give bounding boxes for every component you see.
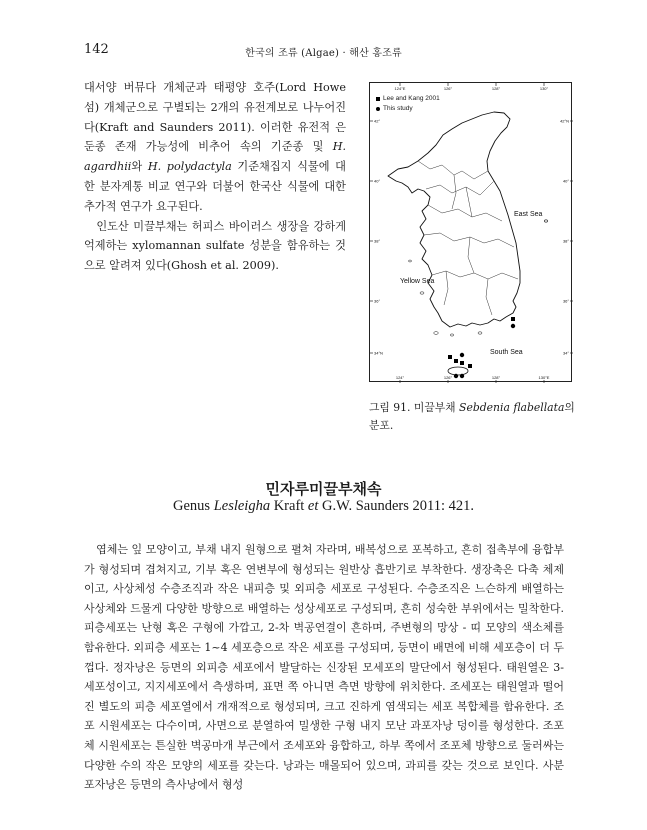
- page-number: 142: [84, 42, 109, 57]
- circle-symbol-icon: [376, 107, 380, 111]
- top-lon-label: 126°: [443, 86, 453, 91]
- left-column-text: [84, 78, 346, 276]
- marker-this-study: [511, 324, 515, 328]
- marker-lee-kang: [511, 317, 515, 321]
- south-island-3: [478, 332, 482, 334]
- square-symbol-icon: [376, 97, 380, 101]
- yellow-sea-label: Yellow Sea: [400, 278, 435, 285]
- left-lat-label: 38°: [374, 238, 381, 244]
- paragraph-continuation: 대서양 버뮤다 개체군과 태평양 호주(Lord Howe 섬) 개체군으로 구별되는 2개의 유전계보로 나누어진다(Kraft and Saunders 2011). 이러한 유전적 은둔종 존재 가능성에 비추어 속의 기준종 및 H. agardhii와 H. polydactyla 기준채집지 식물에 대한 분자계통 비교 연구와 더불어 한국산 식물에 대한 추가적 연구가 요구된다.: [84, 81, 346, 213]
- italic-taxon: H. polydactyla: [147, 160, 232, 174]
- paragraph-xylomannan: 인도산 미끌부채는 허피스 바이러스 생장을 강하게 억제하는 xylomannan sulfate 성분을 함유하는 것으로 알려져 있다(Ghosh et al. 2009).: [84, 219, 346, 273]
- marker-this-study: [454, 374, 458, 378]
- italic-taxon: Lesleigha: [213, 498, 271, 514]
- legend-label: Lee and Kang 2001: [383, 95, 440, 102]
- map-graphic: [370, 83, 573, 383]
- running-title: 한국의 조류 (Algae) · 해산 홍조류: [245, 48, 402, 59]
- genus-description: [84, 540, 564, 795]
- south-sea-label: South Sea: [490, 349, 523, 356]
- bottom-lon-label: 124°: [395, 375, 405, 380]
- marker-lee-kang: [460, 361, 464, 365]
- right-lat-label: 38°: [562, 238, 569, 244]
- legend-label: This study: [383, 105, 413, 112]
- south-island-1: [434, 332, 438, 335]
- ulleung-island: [544, 220, 547, 222]
- peninsula-outline: [388, 112, 520, 327]
- south-island-2: [450, 334, 454, 336]
- left-lat-label: 34°N: [374, 350, 383, 356]
- italic-taxon: et: [307, 498, 319, 514]
- legend-row-this-study: [376, 104, 440, 114]
- marker-lee-kang: [468, 364, 472, 368]
- figure-caption: 그림 91. 미끌부채 Sebdenia flabellata의 분포.: [369, 401, 575, 432]
- right-lat-label: 42°N: [560, 118, 569, 124]
- legend-row-lee-kang: [376, 94, 440, 104]
- marker-lee-kang: [454, 359, 458, 363]
- top-lon-label: 124°E: [394, 86, 406, 91]
- bottom-lon-label: 126°: [443, 375, 453, 380]
- italic-taxon: Sebdenia flabellata: [459, 401, 565, 414]
- marker-this-study: [460, 374, 464, 378]
- marker-this-study: [460, 353, 464, 357]
- top-lon-label: 130°: [539, 86, 549, 91]
- description-paragraph: 엽체는 잎 모양이고, 부채 내지 원형으로 펼쳐 자라며, 배복성으로 포복하고, 흔히 접촉부에 융합부가 형성되며 겹쳐지고, 기부 혹은 연변부에 형성되는 원반상 흡반기로 부착한다. 생장축은 다축 체제이고, 사상체성 수층조직과 작은 내피층 및 외피층 세포로 구성된다. 수층조직은 느슨하게 배열하는 사상체와 드물게 다양한 방향으로 배열하는 성상세포로 구성되며, 흔히 성숙한 부위에서는 밀착한다. 피층세포는 난형 혹은 구형에 가깝고, 2-차 벽공연결이 흔하며, 주변형의 망상 - 띠 모양의 색소체를 함유한다. 외피층 세포는 1~4 세포층으로 작은 세포를 구성되며, 등면이 배면에 비해 세포층이 더 두껍다. 정자낭은 등면의 외피층 세포에서 발달하는 신장된 모세포의 말단에서 형성된다. 태원열은 3-세포성이고, 지지세포에서 측생하며, 표면 쪽 아니면 측면 방향에 위치한다. 조세포는 태원열과 떨어진 별도의 피층 세포열에서 개재적으로 형성되며, 크고 진하게 염색되는 세포 복합체를 함유한다. 조포 시원세포는 다수이며, 사면으로 분열하여 밀생한 구형 내지 모난 과포자낭 덩이를 형성한다. 조포체 시원세포는 튼실한 벽공마개 부근에서 조세포와 융합하고, 하부 쪽에서 조포체 방향으로 둘러싸는 다양한 수의 작은 모양의 세포를 갖는다. 낭과는 매몰되어 있으며, 과피를 갖는 것으로 보인다. 사분포자낭은 등면의 측사낭에서 형성: [84, 543, 564, 792]
- bottom-lon-label: 128°: [491, 375, 501, 380]
- southwest-island: [420, 292, 424, 294]
- right-lat-label: 34°: [562, 350, 569, 356]
- left-lat-label: 42°: [374, 118, 381, 124]
- east-sea-label: East Sea: [514, 211, 543, 218]
- italic-taxon: H. agardhii: [84, 140, 346, 174]
- distribution-map: [369, 82, 572, 382]
- jeju-island: [448, 367, 468, 375]
- marker-lee-kang: [448, 355, 452, 359]
- west-island: [409, 260, 412, 262]
- page-header: [84, 42, 563, 58]
- genus-korean-title: 민자루미끌부채속: [265, 480, 382, 498]
- genus-latin-title: Genus Lesleigha Kraft et G.W. Saunders 2011: 421.: [173, 498, 474, 514]
- map-legend: [376, 94, 440, 114]
- top-lon-label: 128°: [491, 86, 501, 91]
- bottom-lon-label: 130°E: [538, 375, 550, 380]
- right-lat-label: 36°: [562, 298, 569, 304]
- right-lat-label: 40°: [562, 178, 569, 184]
- left-lat-label: 36°: [374, 298, 381, 304]
- left-lat-label: 40°: [374, 178, 381, 184]
